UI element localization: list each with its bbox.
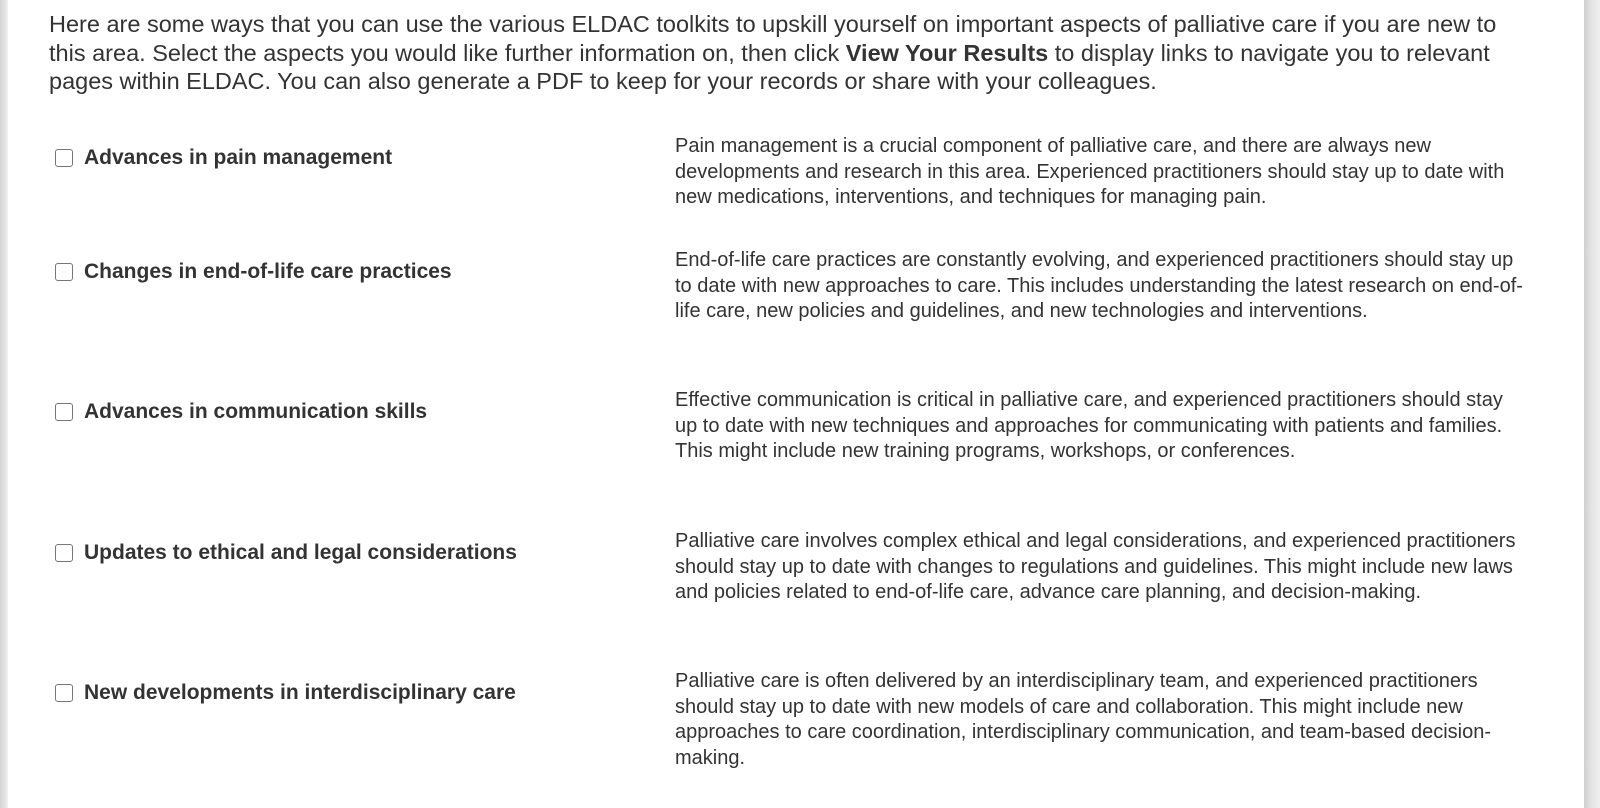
content-panel [8, 0, 1584, 808]
option-label-pain-management[interactable] [55, 146, 392, 170]
checkbox-interdisciplinary-care[interactable] [55, 684, 73, 702]
view-results-emphasis: View Your Results [845, 39, 1049, 66]
option-title: Changes in end-of-life care practices [84, 260, 452, 283]
checkbox-end-of-life-care[interactable] [55, 263, 73, 281]
checkbox-pain-management[interactable] [55, 149, 73, 167]
intro-text-before: Here are some ways that you can use the various ELDAC toolkits to upskill yourself on important aspects of palliative care if you are new to this area. Select the aspects you would like further information on, then click [49, 11, 1497, 66]
intro-text-after: to display links to navigate you to relevant pages within ELDAC. You can also generate a PDF to keep for your records or share with your colleagues. [49, 39, 1490, 94]
option-title: Updates to ethical and legal considerations [84, 541, 517, 564]
option-description: Palliative care is often delivered by an interdisciplinary team, and experienced practitioners should stay up to date with new models of care and collaboration. This might include new approaches to care coordination, interdisciplinary communication, and team-based decision-making. [675, 670, 1491, 769]
option-description: Pain management is a crucial component of palliative care, and there are always new developments and research in this area. Experienced practitioners should stay up to date with new medications, interventions, and techniques for managing pain. [675, 135, 1505, 208]
checkbox-ethical-legal[interactable] [55, 544, 73, 562]
page-right-edge [1584, 0, 1600, 808]
option-label-end-of-life-care[interactable] [55, 260, 452, 284]
option-description: Effective communication is critical in palliative care, and experienced practitioners should stay up to date with new techniques and approaches for communicating with patients and families. This might include new training programs, workshops, or conferences. [675, 389, 1503, 462]
option-description: End-of-life care practices are constantly evolving, and experienced practitioners should stay up to date with new approaches to care. This includes understanding the latest research on end-of-life care, new policies and guidelines, and new technologies and interventions. [675, 249, 1523, 322]
option-title: New developments in interdisciplinary care [84, 681, 516, 704]
page-left-edge [0, 0, 8, 808]
option-title: Advances in communication skills [84, 400, 428, 423]
option-label-interdisciplinary-care[interactable] [55, 681, 516, 705]
option-label-ethical-legal[interactable] [55, 541, 517, 565]
option-label-communication-skills[interactable] [55, 400, 427, 424]
intro-paragraph [49, 10, 1529, 96]
option-description: Palliative care involves complex ethical and legal considerations, and experienced practitioners should stay up to date with changes to regulations and guidelines. This might include new laws and policies related to end-of-life care, advance care planning, and decision-making. [675, 530, 1516, 603]
checkbox-communication-skills[interactable] [55, 403, 73, 421]
option-title: Advances in pain management [84, 146, 393, 169]
